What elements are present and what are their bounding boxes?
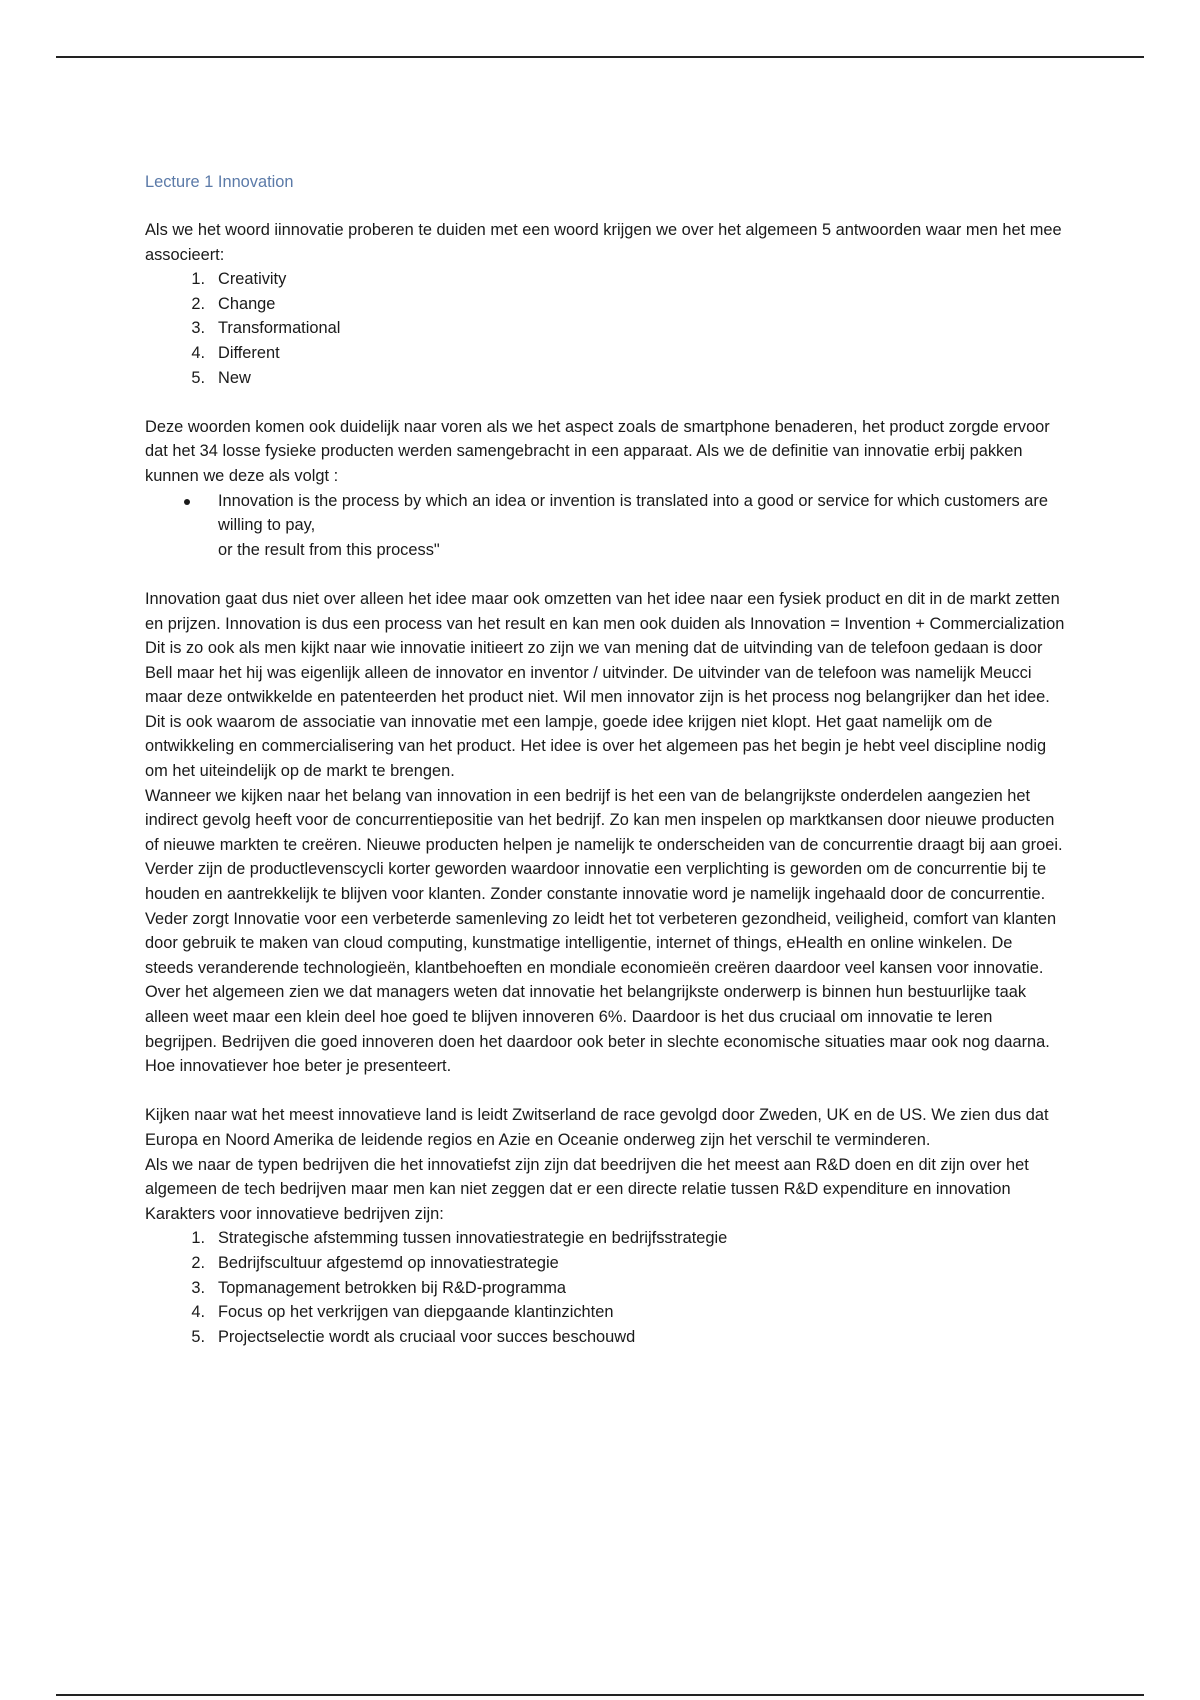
list-number: 3.	[191, 1278, 205, 1297]
list-item-text: New	[218, 368, 251, 387]
list-item	[145, 316, 1065, 341]
list-number: 1.	[191, 270, 205, 289]
countries-paragraph: Kijken naar wat het meest innovatieve land is leidt Zwitserland de race gevolgd door Zweden, UK en de US. We zien dus dat Europa en Noord Amerika de leidende regios en Azie en Oceanie onderweg zijn het verschil te verminderen.	[145, 1106, 1049, 1149]
intro-paragraph: Als we het woord iinnovatie proberen te duiden met een woord krijgen we over het algemeen 5 antwoorden waar men het mee associeert:	[145, 221, 1062, 264]
list-item	[145, 1226, 1065, 1251]
definition-line-1: Innovation is the process by which an idea or invention is translated into a good or service for which customers are willing to pay,	[218, 491, 1048, 535]
list-item	[145, 1251, 1065, 1276]
list-number: 2.	[191, 294, 205, 313]
smartphone-paragraph: Deze woorden komen ook duidelijk naar voren als we het aspect zoals de smartphone benaderen, het product zorgde ervoor dat het 34 losse fysieke producten werden samengebracht in een apparaat. Als we de definitie van innovatie erbij pakken kunnen we deze als volgt :	[145, 417, 1050, 485]
list-item	[145, 1325, 1065, 1350]
list-item	[145, 1276, 1065, 1301]
list-number: 5.	[191, 368, 205, 387]
managers-paragraph: Over het algemeen zien we dat managers weten dat innovatie het belangrijkste onderwerp is binnen hun bestuurlijke taak alleen weet maar een klein deel hoe goed te blijven innoveren 6%. Daardoor is het dus cruciaal om innovatie te leren begrijpen. Bedrijven die goed innoveren doen het daardoor ook beter in slechte economische situaties maar ook nog daarna. Hoe innovatiever hoe beter je presenteert.	[145, 983, 1050, 1076]
characteristics-list	[145, 1226, 1065, 1349]
definition-bullet	[145, 489, 1065, 563]
importance-paragraph: Wanneer we kijken naar het belang van innovation in een bedrijf is het een van de belangrijkste onderdelen aangezien het indirect gevolg heeft voor de concurrentiepositie van het bedrijf. Zo kan men inspelen op marktkansen door nieuwe producten of nieuwe markten te creëren. Nieuwe producten helpen je namelijk te onderscheiden van de concurrentie draagt bij aan groei. Verder zijn de productlevenscycli korter geworden waardoor innovatie een verplichting is geworden om de concurrentie bij te houden en aantrekkelijk te blijven voor klanten. Zonder constante innovatie word je namelijk ingehaald door de concurrentie. Veder zorgt Innovatie voor een verbeterde samenleving zo leidt het tot verbeteren gezondheid, veiligheid, comfort van klanten door gebruik te maken van cloud computing, kunstmatige intelligentie, internet of things, eHealth en online winkelen. De steeds veranderende technologieën, klantbehoeften en mondiale economieën creëren daardoor veel kansen voor innovatie.	[145, 786, 1063, 977]
list-item	[145, 292, 1065, 317]
list-item-text: Focus op het verkrijgen van diepgaande klantinzichten	[218, 1303, 614, 1322]
bell-paragraph: Dit is zo ook als men kijkt naar wie innovatie initieert zo zijn we van mening dat de uitvinding van de telefoon gedaan is door Bell maar het hij was eigenlijk alleen de innovator en inventor / uitvinder. De uitvinder van de telefoon was namelijk Meucci maar deze ontwikkelde en patenteerden het product niet. Wil men innovator zijn is het process nog belangrijker dan het idee. Dit is ook waarom de associatie van innovatie met een lampje, goede idee krijgen niet klopt. Het gaat namelijk om de ontwikkeling en commercialisering van het product. Het idee is over het algemeen pas het begin je hebt veel discipline nodig om het uiteindelijk op de markt te brengen.	[145, 639, 1050, 781]
list-number: 2.	[191, 1253, 205, 1272]
document-body	[145, 170, 1065, 1349]
list-item-text: Different	[218, 343, 280, 362]
list-number: 1.	[191, 1229, 205, 1248]
list-item-text: Strategische afstemming tussen innovatiestrategie en bedrijfsstrategie	[218, 1229, 728, 1248]
list-number: 4.	[191, 343, 205, 362]
list-item	[145, 341, 1065, 366]
footer-rule	[56, 1694, 1144, 1696]
list-item-text: Creativity	[218, 270, 287, 289]
definition-line-2: or the result from this process"	[218, 540, 440, 559]
list-item	[145, 366, 1065, 391]
list-item	[145, 1300, 1065, 1325]
associations-list	[145, 267, 1065, 390]
rd-paragraph: Als we naar de typen bedrijven die het innovatiefst zijn zijn dat beedrijven die het meest aan R&D doen en dit zijn over het algemeen de tech bedrijven maar men kan niet zeggen dat er een directe relatie tussen R&D expenditure en innovation	[145, 1155, 1029, 1199]
list-item-text: Topmanagement betrokken bij R&D-programma	[218, 1278, 567, 1297]
header-rule	[56, 56, 1144, 58]
list-item-text: Transformational	[218, 319, 341, 338]
list-number: 3.	[191, 319, 205, 338]
characteristics-intro: Karakters voor innovatieve bedrijven zijn:	[145, 1204, 444, 1223]
list-item	[145, 267, 1065, 292]
bullet-icon	[184, 499, 190, 505]
page-title: Lecture 1 Innovation	[145, 173, 294, 191]
list-item-text: Projectselectie wordt als cruciaal voor succes beschouwd	[218, 1327, 636, 1346]
list-item-text: Change	[218, 294, 276, 313]
invention-paragraph: Innovation gaat dus niet over alleen het idee maar ook omzetten van het idee naar een fysiek product en dit in de markt zetten en prijzen. Innovation is dus een process van het result en kan men ook duiden als Innovation = Invention + Commercialization	[145, 589, 1065, 633]
list-item-text: Bedrijfscultuur afgestemd op innovatiestrategie	[218, 1253, 559, 1272]
list-number: 4.	[191, 1303, 205, 1322]
list-number: 5.	[191, 1327, 205, 1346]
definition-list	[145, 489, 1065, 563]
